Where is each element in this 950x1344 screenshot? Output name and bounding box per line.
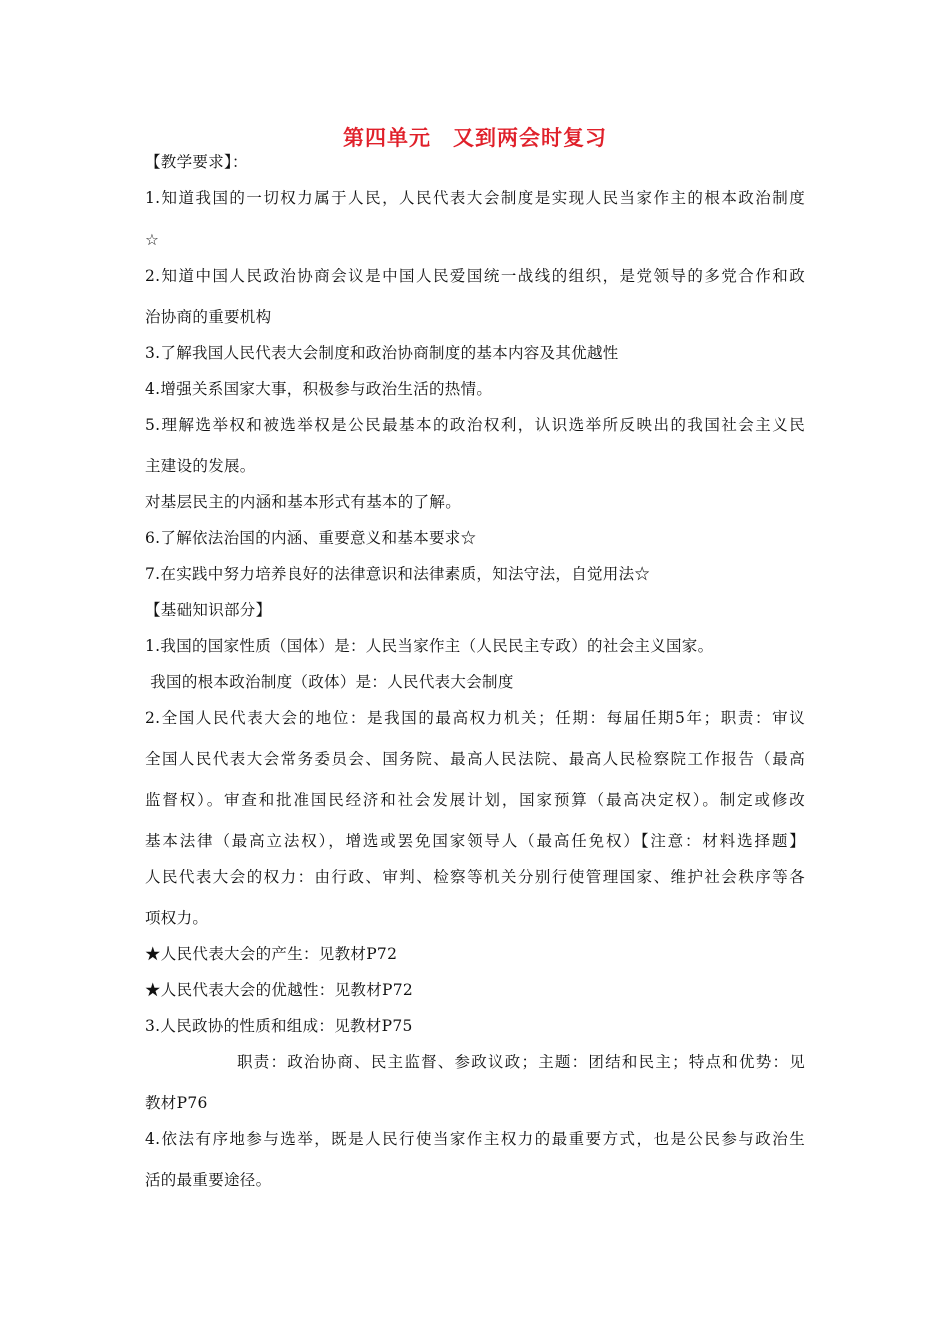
basics-4: 4.依法有序地参与选举，既是人民行使当家作主权力的最重要方式，也是公民参与政治生 (145, 1130, 805, 1148)
requirement-2-cont: 治协商的重要机构 (145, 308, 272, 326)
section-heading-basics: 【基础知识部分】 (145, 601, 272, 619)
basics-2: 2.全国人民代表大会的地位：是我国的最高权力机关；任期：每届任期5年；职责：审议 (145, 709, 805, 727)
basics-2-cont-1: 全国人民代表大会常务委员会、国务院、最高人民法院、最高人民检察院工作报告（最高 (145, 750, 805, 768)
requirement-1-star: ☆ (145, 231, 160, 249)
requirement-7: 7.在实践中努力培养良好的法律意识和法律素质，知法守法，自觉用法☆ (145, 565, 651, 583)
basics-2-cont-3: 基本法律（最高立法权），增选或罢免国家领导人（最高任免权）【注意：材料选择题】 (145, 832, 805, 850)
basics-4-cont: 活的最重要途径。 (145, 1171, 272, 1189)
requirement-1: 1.知道我国的一切权力属于人民，人民代表大会制度是实现人民当家作主的根本政治制度 (145, 189, 805, 207)
basics-2-cont-2: 监督权）。审查和批准国民经济和社会发展计划，国家预算（最高决定权）。制定或修改 (145, 791, 805, 809)
requirement-5: 5.理解选举权和被选举权是公民最基本的政治权利，认识选举所反映出的我国社会主义民 (145, 416, 805, 434)
npc-superiority: ★人民代表大会的优越性：见教材P72 (145, 981, 414, 999)
requirement-4: 4.增强关系国家大事，积极参与政治生活的热情。 (145, 380, 493, 398)
basics-1: 1.我国的国家性质（国体）是：人民当家作主（人民民主专政）的社会主义国家。 (145, 637, 714, 655)
requirement-2: 2.知道中国人民政治协商会议是中国人民爱国统一战线的组织，是党领导的多党合作和政 (145, 267, 805, 285)
basics-1-cont: 我国的根本政治制度（政体）是：人民代表大会制度 (145, 673, 514, 691)
basics-3-duties: 职责：政治协商、民主监督、参政议政；主题：团结和民主；特点和优势：见 (237, 1053, 805, 1071)
document-title: 第四单元 又到两会时复习 (343, 125, 607, 150)
requirement-3: 3.了解我国人民代表大会制度和政治协商制度的基本内容及其优越性 (145, 344, 619, 362)
requirement-5-cont: 主建设的发展。 (145, 457, 256, 475)
requirement-6: 6.了解依法治国的内涵、重要意义和基本要求☆ (145, 529, 477, 547)
npc-origin: ★人民代表大会的产生：见教材P72 (145, 945, 398, 963)
requirement-5-note: 对基层民主的内涵和基本形式有基本的了解。 (145, 493, 462, 511)
basics-3-duties-cont: 教材P76 (145, 1094, 208, 1112)
npc-power: 人民代表大会的权力：由行政、审判、检察等机关分别行使管理国家、维护社会秩序等各 (145, 868, 805, 886)
npc-power-cont: 项权力。 (145, 909, 209, 927)
basics-3: 3.人民政协的性质和组成：见教材P75 (145, 1017, 413, 1035)
section-heading-requirements: 【教学要求】： (145, 153, 248, 171)
